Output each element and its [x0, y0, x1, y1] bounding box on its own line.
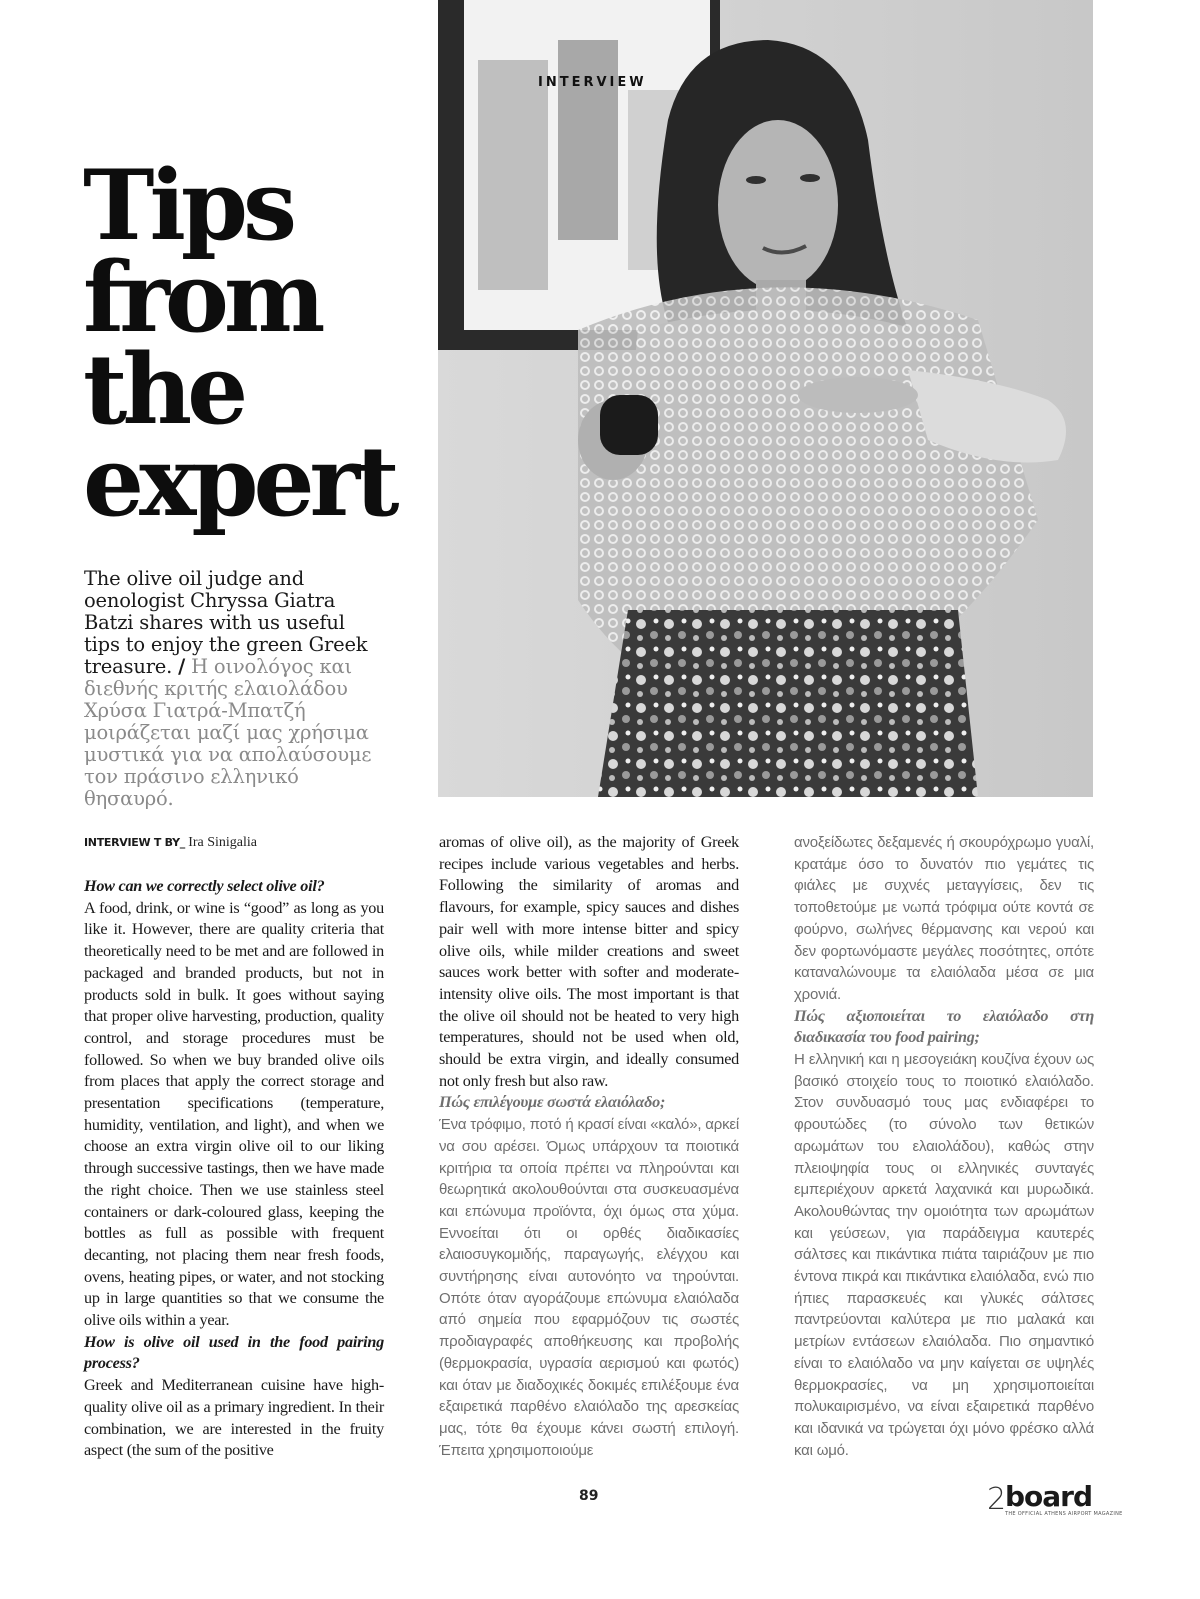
article-column-2	[439, 832, 739, 1461]
portrait-photo	[438, 0, 1093, 797]
question-heading: How can we correctly select olive oil?	[84, 877, 325, 895]
byline-name: Ira Sinigalia	[188, 835, 258, 850]
answer-paragraph-greek: Ένα τρόφιμο, ποτό ή κρασί είναι «καλό», αρκεί να σου αρέσει. Όμως υπάρχουν τα ποιοτικά κριτήρια τα οποία πρέπει να πληρούνται και θεωρητικά ακολουθούνται στα συσκευασμένα και επώνυμα προϊόντα, όχι όμως στα χύμα. Εννοείται ότι οι ορθές διαδικασίες ελαιοσυγκομιδής, παραγωγής, ελέγχου και συντήρησης είναι αυτονόητο να τηρούνται. Οπότε όταν αγοράζουμε επώνυμα ελαιόλαδα από σημεία που εφαρμόζουν τις σωστές προδιαγραφές αποθήκευσης και προβολής (θερμοκρασία, υγρασία αερισμού και φωτός) και όταν με διαδοχικές δοκιμές επιλέξουμε ένα εξαιρετικά παρθένο ελαιόλαδο της αρεσκείας μας, τότε θα έχουμε κάνει σωστή επιλογή. Έπειτα χρησιμοποιούμε	[439, 1116, 739, 1459]
answer-paragraph-greek: ανοξείδωτες δεξαμενές ή σκουρόχρωμο γυαλί, κρατάμε όσο το δυνατόν πιο γεμάτες τις φιάλες με συχνές μεταγγίσεις, δεν τις τοποθετούμε με νωπά τρόφιμα ούτε κοντά σε φούρνο, σωλήνες θέρμανσης και νερού και δεν φορτωνόμαστε μεγάλες ποσότητες, οπότε καταναλώνουμε τα ελαιόλαδα μέσα σε μια χρονιά.	[794, 834, 1094, 1003]
answer-paragraph-greek: Η ελληνική και η μεσογειάκη κουζίνα έχουν ως βασικό στοιχείο τους το ποιοτικό ελαιόλαδο. Στον συνδυασμό τους μας ενδιαφέρει το φρουτώδες (το σύνολο των θετικών αρωμάτων του ελαιολάδου), καθώς στην πλειοψηφία τους οι ελληνικές συνταγές εμπεριέχουν αρκετά λαχανικά και μυρωδικά. Ακολουθώντας την ομοιότητα των αρωμάτων και γεύσεων, για παράδειγμα καυτερές σάλτσες και πικάντικα πιάτα ταιριάζουν με πιο έντονα πικρά και πικάντικα ελαιόλαδα, ενώ πιο ήπιες παρασκευές και γλυκές σάλτσες παντρεύονται καλύτερα με πιο μαλακά και μετρίων εντάσεων ελαιόλαδα. Πιο σημαντικό είναι το ελαιόλαδο να μην καίγεται σε υψηλές θερμοκρασίες, να μη χρησιμοποιείται πολυκαιρισμένο, να είναι εξαιρετικά παρθένο και ιδανικά να τρώγεται όχι μόνο φρέσκο αλλά και ωμό.	[794, 1051, 1094, 1459]
byline	[84, 834, 257, 851]
page-number: 89	[579, 1488, 599, 1504]
headline-line: the	[83, 333, 244, 446]
intro-greek: Η οινολόγος και διεθνής κριτής ελαιολάδου Χρύσα Γιατρά-Μπατζή μοιράζεται μαζί μας χρήσιμα μυστικά για να απολαύσουμε τον πράσινο ελληνικό θησαυρό.	[84, 655, 372, 810]
answer-paragraph: aromas of olive oil), as the majority of Greek recipes include various vegetables and herbs. Following the similarity of aromas and flavours, for example, spicy sauces and dishes pair well with more intense bitter and spicy olive oils, while milder creations and sweet sauces work better with softer and moderate-intensity olive oils. The most important is that the olive oil should not be heated to very high temperatures, should not be used when old, should be extra virgin, and ideally consumed not only fresh but also raw.	[439, 833, 739, 1090]
question-heading: How is olive oil used in the food pairing process?	[84, 1332, 384, 1373]
question-heading-greek: Πώς αξιοποιείται το ελαιόλαδο στη διαδικασία του food pairing;	[794, 1006, 1094, 1047]
answer-paragraph: Greek and Mediterranean cuisine have high-quality olive oil as a primary ingredient. In their combination, we are interested in the fruity aspect (the sum of the positive	[84, 1376, 384, 1460]
headline	[83, 149, 423, 538]
logo-word: board	[1005, 1480, 1093, 1513]
headline-line: from	[83, 241, 321, 354]
byline-tag: INTERVIEW T BY_	[84, 836, 185, 849]
portrait-illustration	[438, 0, 1093, 797]
intro-english: The olive oil judge and oenologist Chryssa Giatra Batzi shares with us useful tips to enjoy the green Greek treasure.	[84, 567, 368, 678]
intro-standfirst	[84, 568, 384, 810]
headline-line: expert	[83, 425, 395, 538]
headline-line: Tips	[83, 149, 293, 262]
article-column-3	[794, 832, 1094, 1461]
answer-paragraph: A food, drink, or wine is “good” as long as you like it. However, there are quality criteria that theoretically need to be met and are followed in packaged and branded products, but not in products sold in bulk. It goes without saying that proper olive harvesting, production, quality control, and storage procedures must be followed. So when we buy branded olive oils from places that apply the correct storage and presentation specifications (temperature, humidity, ventilation, and light), and when we choose an extra virgin olive oil to our liking through successive tastings, then we have made the right choice. Then we use stainless steel containers or dark-coloured glass, keeping the bottles as full as possible with frequent decanting, not placing them near fresh foods, ovens, heating pipes, or water, and not stocking up in large quantities so that we consume the olive oils within a year.	[84, 898, 384, 1330]
intro-separator: /	[178, 655, 186, 678]
question-heading-greek: Πώς επιλέγουμε σωστά ελαιόλαδο;	[439, 1093, 666, 1112]
article-column-1	[84, 876, 384, 1462]
logo-tagline: THE OFFICIAL ATHENS AIRPORT MAGAZINE	[1005, 1511, 1123, 1517]
section-label: INTERVIEW	[538, 75, 647, 90]
magazine-logo	[985, 1480, 1123, 1520]
logo-number: 2	[987, 1482, 1007, 1517]
